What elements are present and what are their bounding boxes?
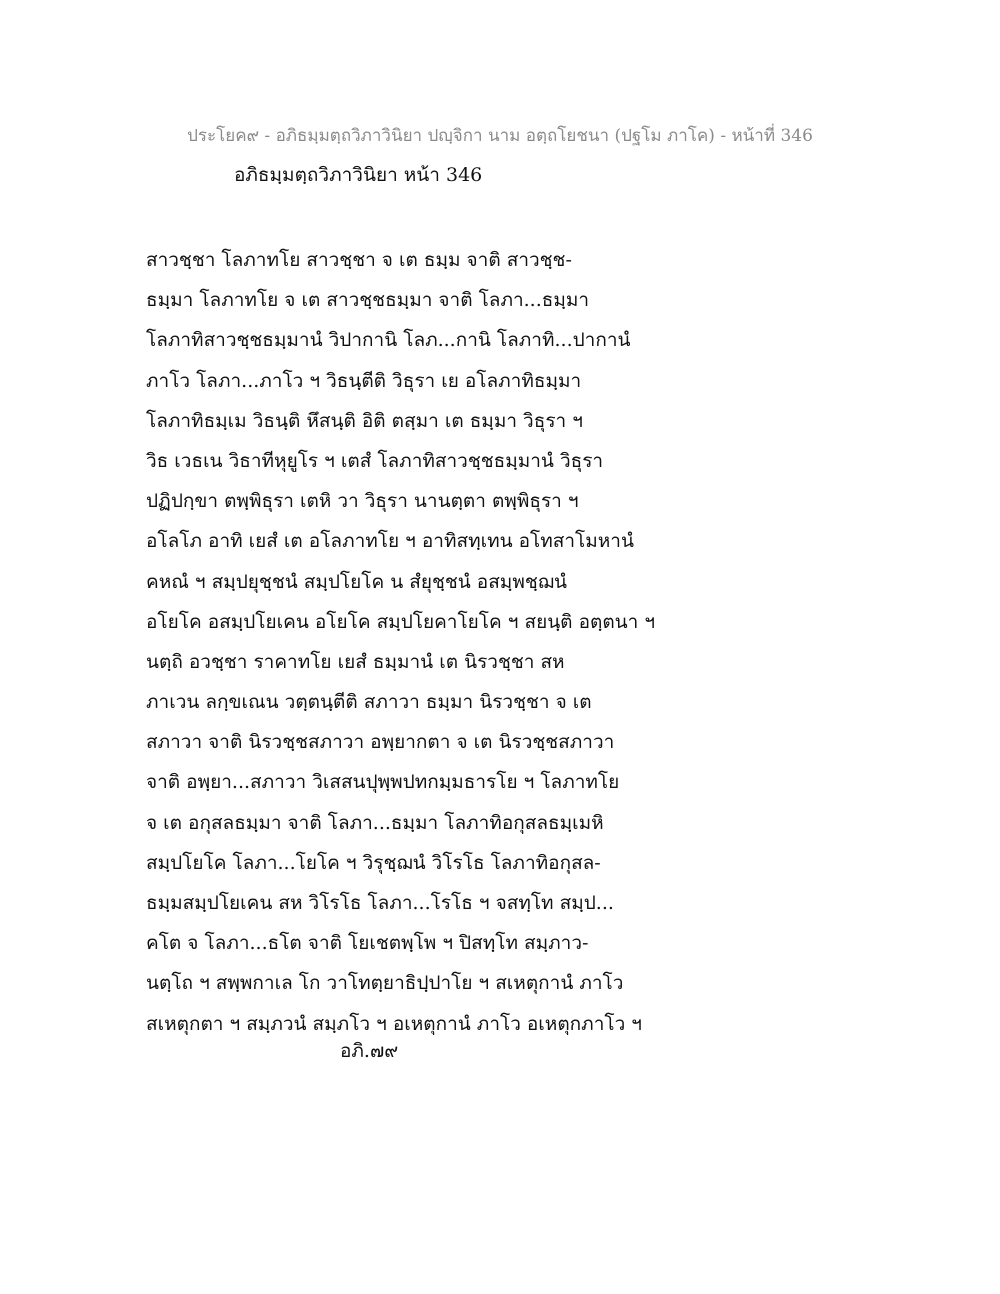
text-line: คโต จ โลภา...ธโต จาติ โยเชตพฺโพ ฯ ปิสทฺโท สมฺภาว- xyxy=(146,932,589,955)
body-text xyxy=(146,240,655,1044)
text-line: ภาโว โลภา...ภาโว ฯ วิธนฺตีติ วิธุรา เย อโลภาทิธมฺมา xyxy=(146,369,582,392)
text-line: ภาเวน ลกฺขเณน วตฺตนฺตีติ สภาวา ธมฺมา นิรวชฺชา จ เต xyxy=(146,691,592,714)
text-line: อโยโค อสมฺปโยเคน อโยโค สมฺปโยคาโยโค ฯ สยนฺติ อตฺตนา ฯ xyxy=(146,610,656,633)
page-footer-mark: อภิ.๗๙ xyxy=(340,1040,399,1062)
text-line: สาวชฺชา โลภาทโย สาวชฺชา จ เต ธมฺม จาติ สาวชฺช- xyxy=(146,249,572,271)
text-line: นตฺถิ อวชฺชา ราคาทโย เยสํ ธมฺมานํ เต นิรวชฺชา สห xyxy=(146,650,565,673)
text-line: ธมฺมา โลภาทโย จ เต สาวชฺชธมฺมา จาติ โลภา...ธมฺมา xyxy=(146,289,590,312)
text-line: สเหตุกตา ฯ สมฺภวนํ สมฺภโว ฯ อเหตุกานํ ภาโว อเหตุกภาโว ฯ xyxy=(146,1012,642,1035)
text-line: คหณํ ฯ สมฺปยุชฺชนํ สมฺปโยโค น สํยุชฺชนํ อสมฺพชฺฌนํ xyxy=(146,570,567,593)
text-line: โลภาทิสาวชฺชธมฺมานํ วิปากานิ โลภ...กานิ โลภาทิ...ปากานํ xyxy=(146,329,631,352)
text-line: จ เต อกุสลธมฺมา จาติ โลภา...ธมฺมา โลภาทิอกุสลธมฺเมหิ xyxy=(146,811,604,834)
text-line: วิธ เวธเน วิธาทีหุยูโร ฯ เตสํ โลภาทิสาวชฺชธมฺมานํ วิธุรา xyxy=(146,449,604,472)
text-line: นตฺโถ ฯ สพฺพกาเล โก วาโทตฺยาธิปฺปาโย ฯ สเหตุกานํ ภาโว xyxy=(146,972,624,995)
text-line: อโลโภ อาทิ เยสํ เต อโลภาทโย ฯ อาทิสทฺเทน อโทสาโมหานํ xyxy=(146,530,634,553)
text-line: ปฏิปกฺขา ตพฺพิธุรา เตหิ วา วิธุรา นานตฺตา ตพฺพิธุรา ฯ xyxy=(146,490,579,513)
text-line: จาติ อพฺยา...สภาวา วิเสสนปุพฺพปทกมฺมธารโย ฯ โลภาทโย xyxy=(146,771,620,794)
text-line: สมฺปโยโค โลภา...โยโค ฯ วิรุชฺฌนํ วิโรโธ โลภาทิอกุสล- xyxy=(146,851,601,874)
text-line: โลภาทิธมฺเม วิธนฺติ หึสนฺติ อิติ ตสฺมา เต ธมฺมา วิธุรา ฯ xyxy=(146,409,583,432)
text-line: ธมฺมสมฺปโยเคน สห วิโรโธ โลภา...โรโธ ฯ จสทฺโท สมฺป... xyxy=(146,892,614,914)
text-line: สภาวา จาติ นิรวชฺชสภาวา อพฺยากตา จ เต นิรวชฺชสภาวา xyxy=(146,731,615,754)
page-heading: อภิธมฺมตฺถวิภาวินิยา หน้า 346 xyxy=(234,164,483,186)
running-header: ประโยค๙ - อภิธมฺมตฺถวิภาวินิยา ปญฺจิกา นาม อตฺถโยชนา (ปฐโม ภาโค) - หน้าที่ 346 xyxy=(187,126,813,146)
